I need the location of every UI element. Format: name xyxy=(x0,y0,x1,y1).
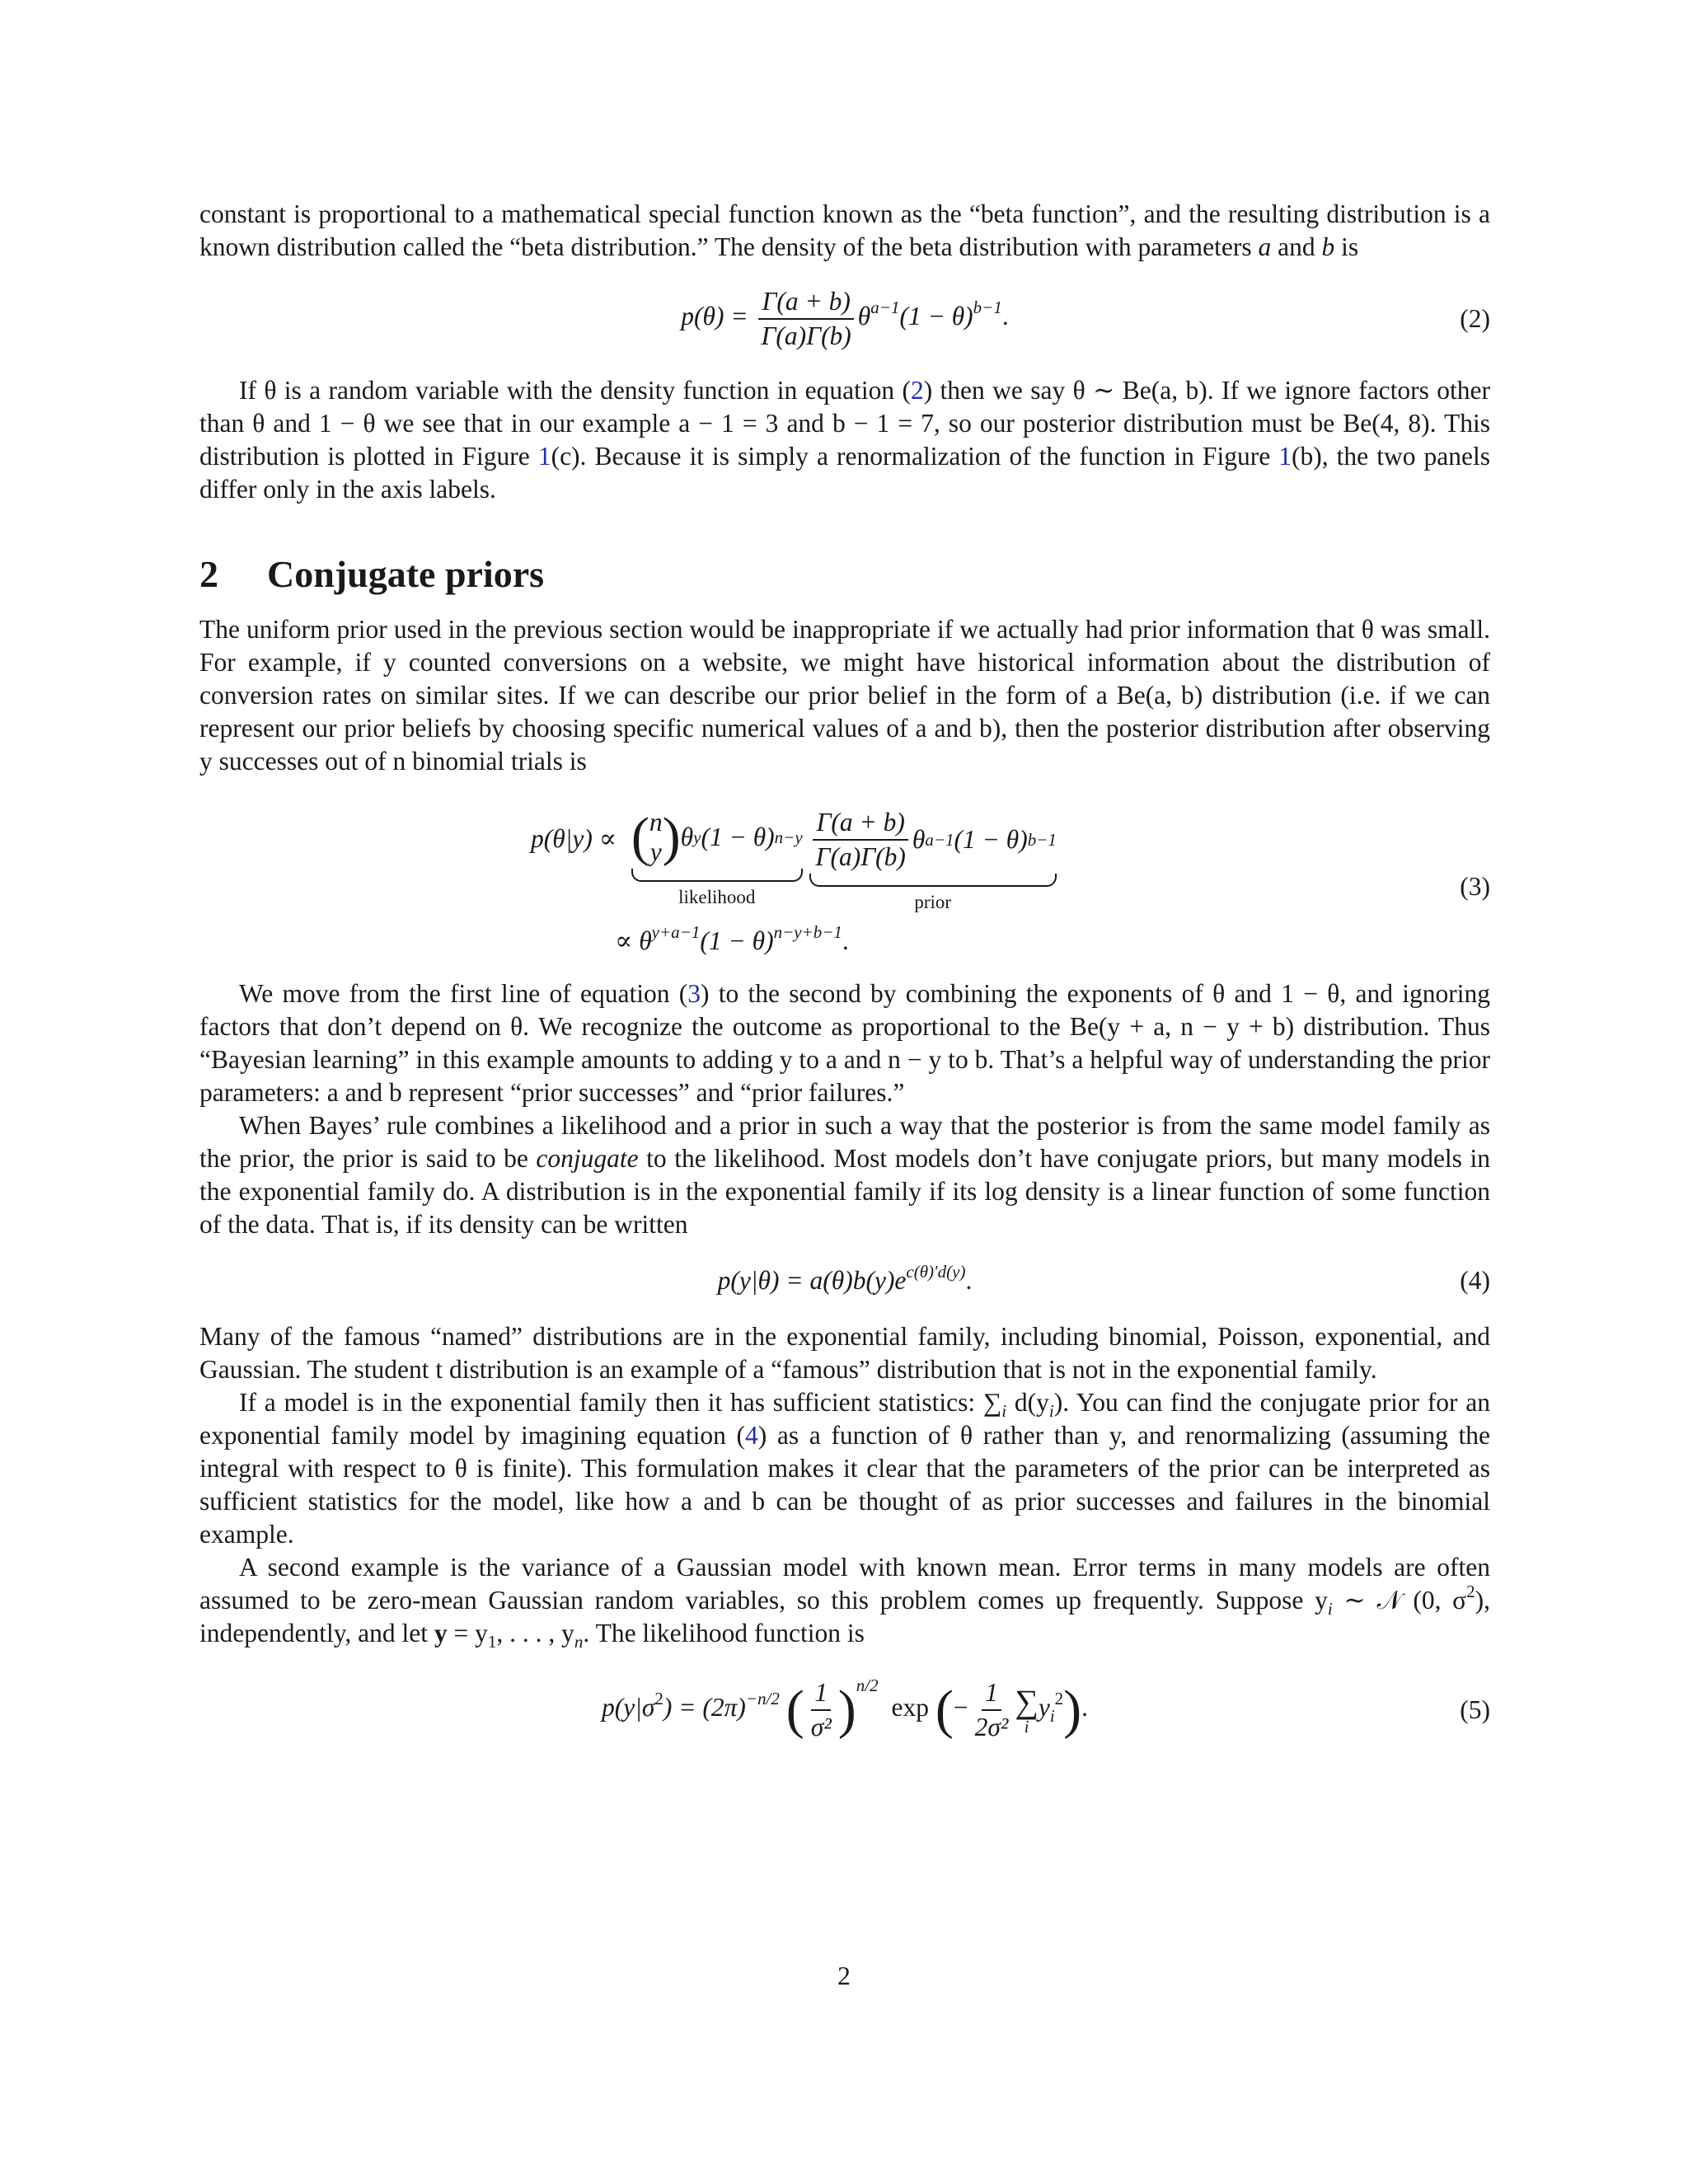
page-body xyxy=(199,198,1490,1765)
paragraph-beta-intro: constant is proportional to a mathematical special function known as the “beta function”, and the resulting distribution is a known distribution called the “beta distribution.” The density of the beta distribution with parameters a and b is xyxy=(199,199,1490,261)
paragraph-exponential-family: Many of the famous “named” distributions are in the exponential family, including binomial, Poisson, exponential, and Gaussian. The student t distribution is an example of a “famous” distribution that is not in the exponential family. xyxy=(199,1322,1490,1384)
equation-2: p(θ) = $\frac{\Gamma(a + b)}{\Gamma(a)\Gamma(b)}$ $\theta^{a-1}(1 - \theta)^{b-1}$. (2) xyxy=(681,287,1490,350)
equation-ref-link[interactable]: 3 xyxy=(687,979,701,1008)
equation-ref-link[interactable]: 2 xyxy=(910,376,924,405)
figure-ref-link[interactable]: 1 xyxy=(537,442,551,471)
equation-5: $p(y|\sigma^2) = (2\pi)^{-n/2}$ ( $\frac{1}{\text{σ²}}$ )$^{n/2}$ exp (− $\frac{1}{\text{2σ²}}$ ∑ i $y_i^2$). (5) xyxy=(601,1675,1490,1741)
equation-number: (3) xyxy=(1460,872,1490,901)
figure-ref-link[interactable]: 1 xyxy=(1278,442,1292,471)
paragraph-sufficient-statistics: If a model is in the exponential family then it has sufficient statistics: $\sum_i$ $d(y_i)$. You can find the conjugate prior for an exponential family model by imagining equation (4) as a function of θ rather than y, and renormalizing (assuming the integral with respect to θ is finite). This formulation makes it clear that the parameters of the prior can be interpreted as sufficient statistics for the model, like how a and b can be thought of as prior successes and failures in the binomial example. xyxy=(199,1388,1490,1549)
paragraph-beta-example: If θ is a random variable with the density function in equation (2) then we say θ ∼ Be(a, b). If we ignore factors other than θ and 1 − θ we see that in our example a − 1 = 3 and b − 1 = 7, so our posterior distribution must be Be(4, 8). This distribution is plotted in Figure 1(c). Because it is simply a renormalization of the function in Figure 1(b), the two panels differ only in the axis labels. xyxy=(199,376,1491,504)
paragraph-gaussian-variance: A second example is the variance of a Gaussian model with known mean. Error terms in many models are often assumed to be zero-mean Gaussian random variables, so this problem comes up frequently. Suppose $y_i$ ∼ 𝒩 (0, $\sigma^2$), independently, and let $y = y_1$, . . . , $y_n$. The likelihood function is xyxy=(199,1553,1490,1652)
paragraph-bayesian-learning: We move from the first line of equation (3) to the second by combining the exponents of θ and 1 − θ, and ignoring factors that don’t depend on θ. We recognize the outcome as proportional to the Be(y + a, n − y + b) distribution. Thus “Bayesian learning” in this example amounts to adding y to a and n − y to b. That’s a helpful way of understanding the prior parameters: a and b represent “prior successes” and “prior failures.” xyxy=(199,979,1490,1107)
equation-number: (2) xyxy=(1460,304,1490,333)
section-heading: 2 Conjugate priors xyxy=(199,553,545,595)
equation-4: $p(y|\theta) = a(\theta)b(y)e^{c(\theta)'d(y)}$. (4) xyxy=(199,1264,1490,1297)
page-number: 2 xyxy=(837,1961,851,1990)
equation-ref-link[interactable]: 4 xyxy=(745,1421,758,1450)
equation-number: (5) xyxy=(1460,1695,1490,1724)
equation-3: p(θ|y) ∝ ( n y ) θ y (1 − θ) n−y likelihood $\frac{\Gamma(a + b)}{\Gamma(a)\Gamma(b)}$ θ a−1 (1 − θ) b−1 prior ∝ $\theta^{y+a-1}(1 - \theta)^{n-y+b-1}$. (3) xyxy=(531,807,1490,955)
equation-number: (4) xyxy=(1460,1266,1490,1295)
paragraph-conjugate-intro: The uniform prior used in the previous section would be inappropriate if we actually had prior information that θ was small. For example, if y counted conversions on a website, we might have historical information about the distribution of conversion rates on similar sites. If we can describe our prior belief in the form of a Be(a, b) distribution (i.e. if we can represent our prior beliefs by choosing specific numerical values of a and b), then the posterior distribution after observing y successes out of n binomial trials is xyxy=(199,615,1490,776)
paragraph-conjugacy-definition: When Bayes’ rule combines a likelihood and a prior in such a way that the posterior is from the same model family as the prior, the prior is said to be conjugate to the likelihood. Most models don’t have conjugate priors, but many models in the exponential family do. A distribution is in the exponential family if its log density is a linear function of some function of the data. That is, if its density can be written xyxy=(199,1111,1490,1239)
